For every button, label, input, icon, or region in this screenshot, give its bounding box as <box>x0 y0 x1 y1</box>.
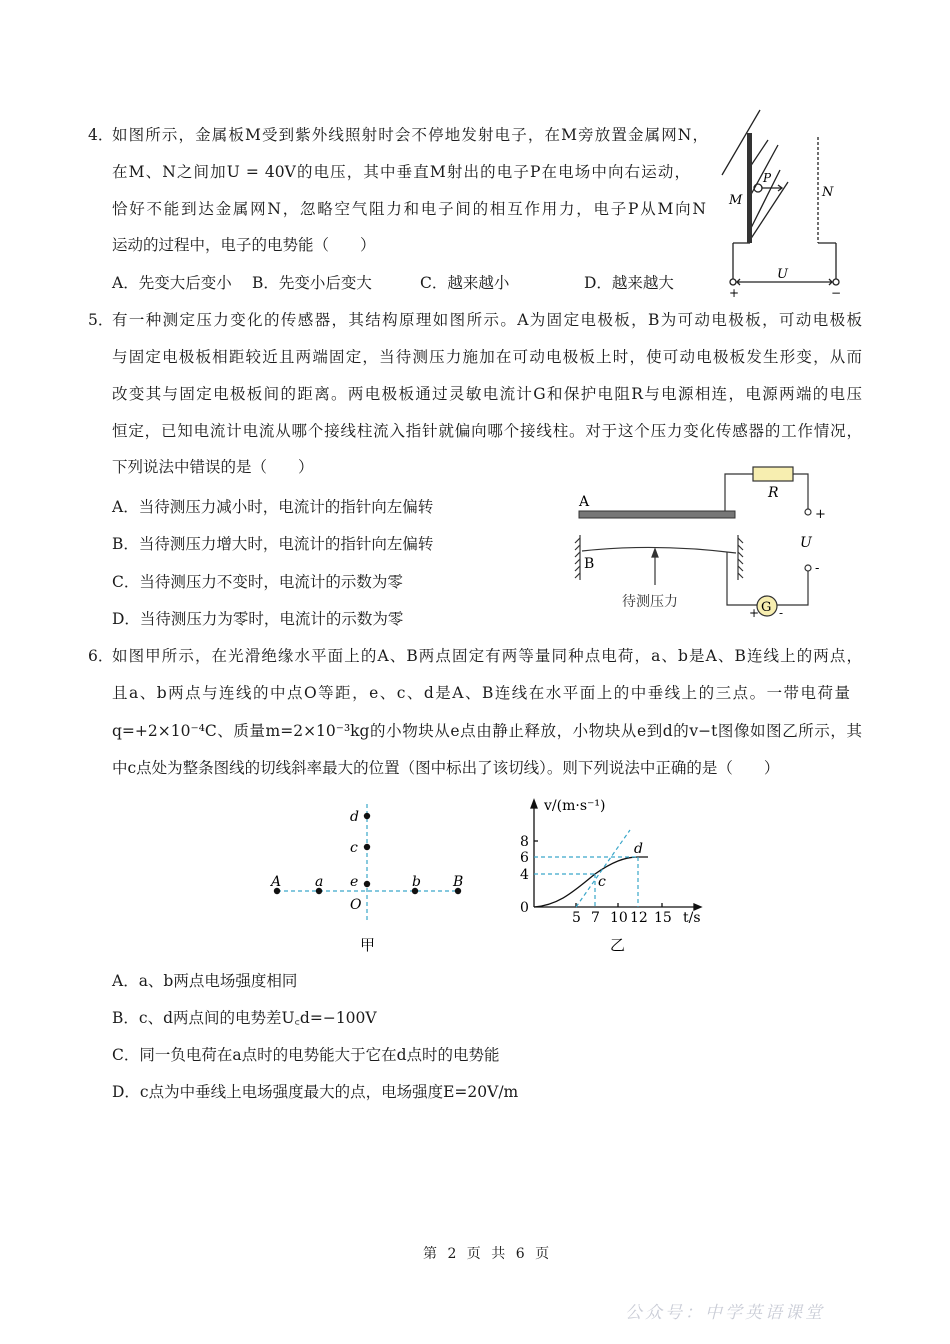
xtick: 5 <box>572 910 581 926</box>
q4-option-d: D．越来越大 <box>584 274 674 292</box>
q4-number: 4． <box>88 126 114 144</box>
q4-label-n: N <box>822 185 834 200</box>
q5-label-g: G <box>761 600 772 615</box>
point-e <box>364 881 370 887</box>
q5-option-d: D．当待测压力为零时，电流计的示数为零 <box>112 610 404 628</box>
x-axis-label: t/s <box>683 910 701 926</box>
q6-line: 中c点处为整条图线的切线斜率最大的位置（图中标出了该切线）。则下列说法中正确的是（ ） <box>112 759 780 777</box>
label-A: A <box>271 874 282 890</box>
q4-line: 恰好不能到达金属网N，忽略空气阻力和电子间的相互作用力，电子P从M向N <box>112 200 706 218</box>
q5-option-c: C．当待测压力不变时，电流计的示数为零 <box>112 573 403 591</box>
q4-label-p: P <box>763 171 772 185</box>
ytick: 8 <box>520 834 529 850</box>
q5-number: 5． <box>88 311 114 329</box>
ytick: 6 <box>520 850 529 866</box>
q5-label-b: B <box>584 556 595 572</box>
xtick: 10 <box>610 910 628 926</box>
q4-option-c: C．越来越小 <box>420 274 510 292</box>
q4-label-minus: − <box>831 286 842 300</box>
curve-label-c: c <box>598 874 606 890</box>
label-d: d <box>350 809 359 825</box>
q5-force-label: 待测压力 <box>622 594 678 610</box>
label-B: B <box>453 874 464 890</box>
q5-option-b: B．当待测压力增大时，电流计的指针向左偏转 <box>112 535 434 553</box>
q5-line: 有一种测定压力变化的传感器，其结构原理如图所示。A为固定电极板，B为可动电极板，可动电极板 <box>112 311 862 329</box>
q5-line: 改变其与固定电极板间的距离。两电极板通过灵敏电流计G和保护电阻R与电源相连，电源两端的电压 <box>112 385 862 403</box>
q5-line: 下列说法中错误的是（ ） <box>112 458 314 476</box>
y-axis-label: v/(m·s⁻¹) <box>544 798 606 814</box>
q6-line: 且a、b两点与连线的中点O等距，e、c、d是A、B连线在水平面上的中垂线上的三点。一带电荷量 <box>112 684 850 702</box>
q4-option-a: A．先变大后变小 <box>112 274 232 292</box>
q6-number: 6． <box>88 647 114 665</box>
q4-label-m: M <box>729 193 743 208</box>
label-e: e <box>350 874 359 890</box>
q4-label-plus: + <box>729 286 740 300</box>
q4-label-u: U <box>777 267 788 282</box>
q6-option-c: C．同一负电荷在a点时的电势能大于它在d点时的电势能 <box>112 1046 500 1064</box>
q5-option-a: A．当待测压力减小时，电流计的指针向左偏转 <box>112 498 434 516</box>
q5-label-plus: + <box>815 507 826 522</box>
q5-label-minus: - <box>815 561 820 576</box>
xtick: 7 <box>591 910 600 926</box>
q6-option-a: A．a、b两点电场强度相同 <box>112 972 298 990</box>
ytick: 0 <box>520 900 529 916</box>
q4-line: 运动的过程中，电子的电势能（ ） <box>112 236 376 254</box>
label-a: a <box>315 874 324 890</box>
caption-yi: 乙 <box>610 936 626 954</box>
q5-label-a: A <box>579 494 590 510</box>
q5-label-g-plus: + <box>749 606 760 620</box>
curve-label-d: d <box>634 841 643 857</box>
q5-line: 与固定电极板相距较近且两端固定，当待测压力施加在可动电极板上时，使可动电极板发生形变，从而 <box>112 348 862 366</box>
q4-line: 在M、N之间加U = 40V的电压，其中垂直M射出的电子P在电场中向右运动， <box>112 163 690 181</box>
point-d <box>364 813 370 819</box>
q5-label-g-minus: - <box>779 606 784 620</box>
q5-label-r: R <box>768 485 779 501</box>
label-b: b <box>412 874 421 890</box>
point-c <box>364 844 370 850</box>
label-O: O <box>350 897 362 913</box>
page-footer: 第 2 页 共 6 页 <box>423 1246 553 1262</box>
q6-line: 如图甲所示，在光滑绝缘水平面上的A、B两点固定有两等量同种点电荷，a、b是A、B连线上的两点， <box>112 647 862 665</box>
caption-jia: 甲 <box>360 936 376 954</box>
xtick: 12 <box>630 910 648 926</box>
label-c: c <box>350 840 358 856</box>
q4-option-b: B．先变小后变大 <box>252 274 372 292</box>
ytick: 4 <box>520 867 529 883</box>
xtick: 15 <box>654 910 672 926</box>
q6-line: q=+2×10⁻⁴C、质量m=2×10⁻³kg的小物块从e点由静止释放，小物块从e到d的v−t图像如图乙所示，其 <box>112 722 862 740</box>
watermark: 公众号：中学英语课堂 <box>625 1303 825 1323</box>
q4-line: 如图所示，金属板M受到紫外线照射时会不停地发射电子，在M旁放置金属网N， <box>112 126 708 144</box>
q6-option-b: B．c、d两点间的电势差U꜀d=−100V <box>112 1009 377 1027</box>
q5-label-u: U <box>800 535 812 551</box>
q5-line: 恒定，已知电流计电流从哪个接线柱流入指针就偏向哪个接线柱。对于这个压力变化传感器的工作情况， <box>112 422 862 440</box>
q6-option-d: D．c点为中垂线上电场强度最大的点，电场强度E=20V/m <box>112 1083 519 1101</box>
